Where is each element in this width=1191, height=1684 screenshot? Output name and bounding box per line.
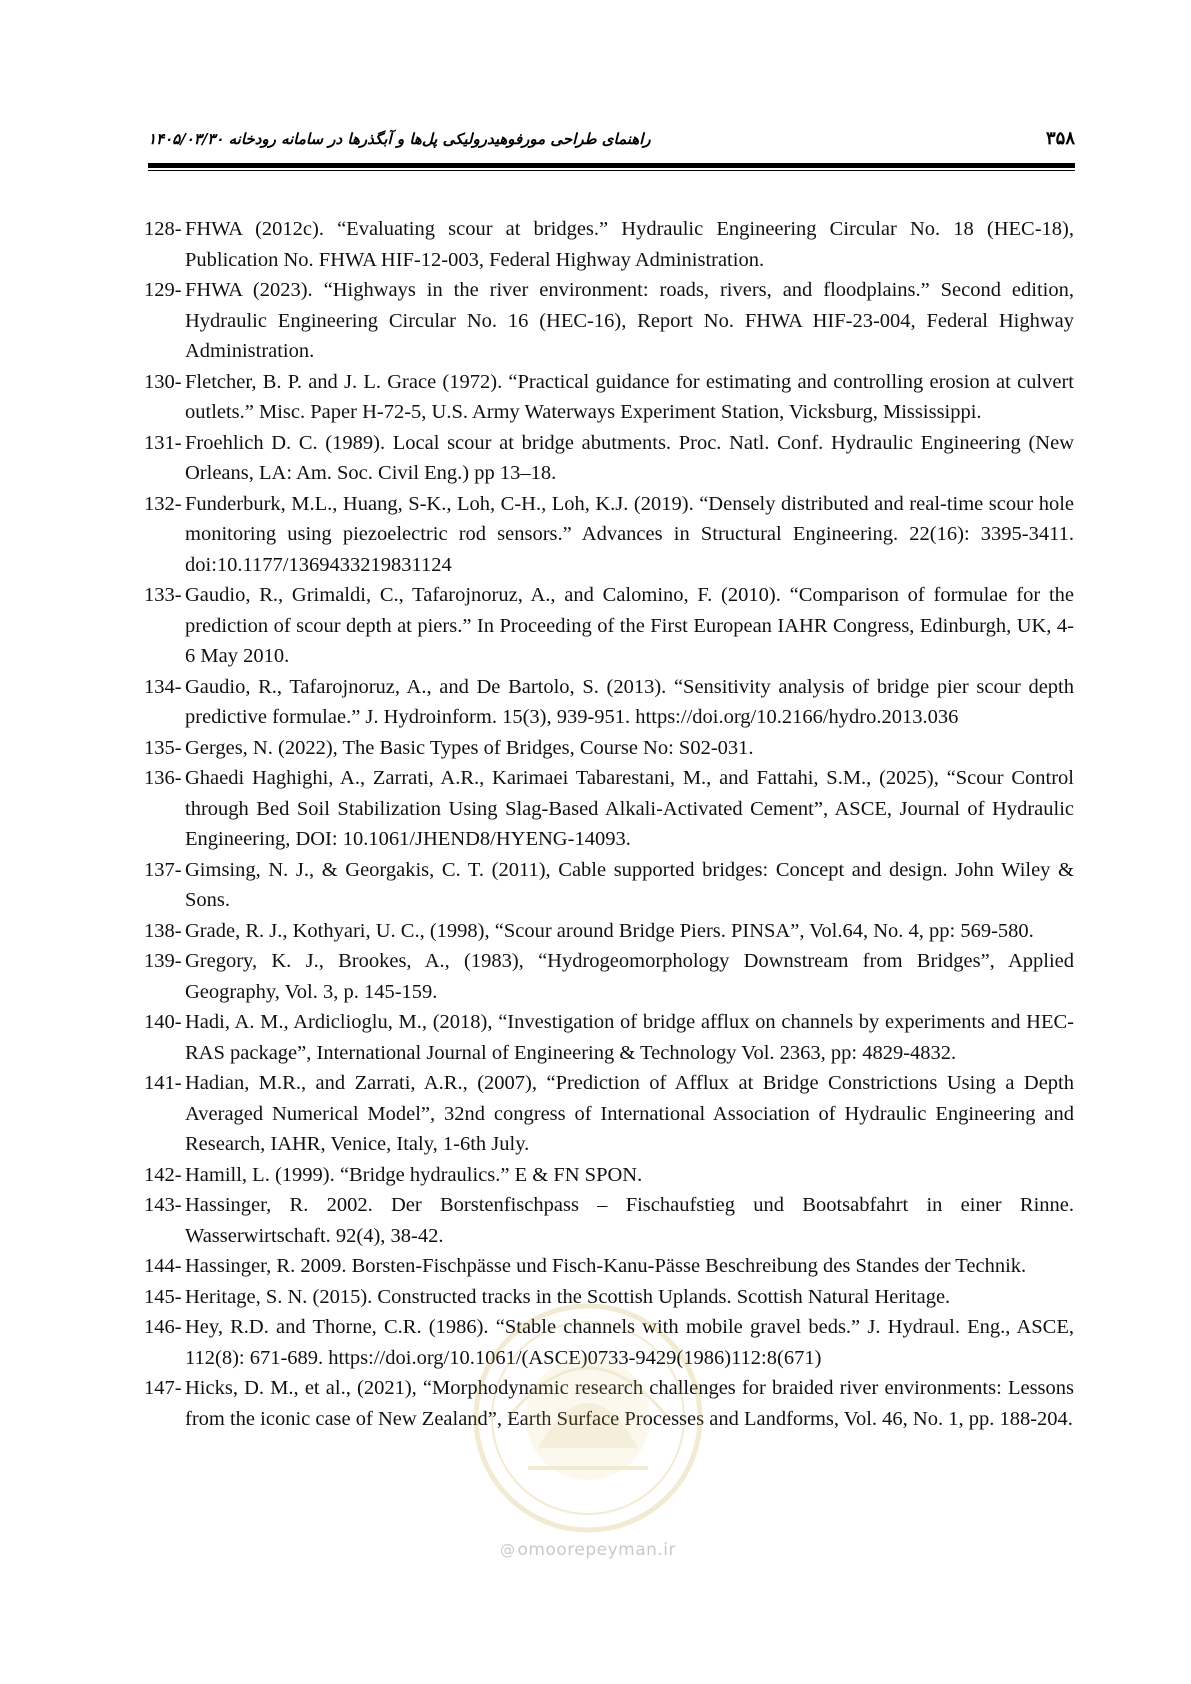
reference-text: Fletcher, B. P. and J. L. Grace (1972). “Practical guidance for estimating and controlling erosion at culvert outlets.” Misc. Paper H-72-5, U.S. Army Waterways Experiment Station, Vicksburg, Mississippi. [185, 370, 1074, 423]
reference-item [144, 1251, 1074, 1282]
reference-list [144, 214, 1074, 1434]
reference-number: 145- [144, 1285, 182, 1308]
reference-text: Funderburk, M.L., Huang, S-K., Loh, C-H., Loh, K.J. (2019). “Densely distributed and real-time scour hole monitoring using piezoelectric rod sensors.” Advances in Structural Engineering. 22(16): 3395-3411. doi:10.1177/1369433219831124 [185, 492, 1074, 576]
reference-text: Hey, R.D. and Thorne, C.R. (1986). “Stable channels with mobile gravel beds.” J. Hydraul. Eng., ASCE, 112(8): 671-689. https://doi.org/10.1061/(ASCE)0733-9429(1986)112:8(671) [185, 1316, 1074, 1369]
reference-text: Gerges, N. (2022), The Basic Types of Bridges, Course No: S02-031. [185, 736, 754, 759]
reference-item [144, 855, 1074, 916]
reference-item [144, 672, 1074, 733]
reference-number: 140- [144, 1011, 182, 1033]
reference-text: Gaudio, R., Tafarojnoruz, A., and De Bartolo, S. (2013). “Sensitivity analysis of bridge pier scour depth predictive formulae.” J. Hydroinform. 15(3), 939-951. https://doi.org/10.2166/hydro.2013.036 [185, 675, 1074, 728]
reference-item [144, 733, 1074, 764]
reference-number: 137- [144, 858, 182, 881]
reference-item [144, 1190, 1074, 1251]
reference-item [144, 946, 1074, 1007]
reference-number: 134- [144, 675, 182, 698]
reference-item [144, 580, 1074, 672]
reference-item [144, 1282, 1074, 1313]
reference-text: Heritage, S. N. (2015). Constructed tracks in the Scottish Uplands. Scottish Natural Heritage. [185, 1285, 951, 1308]
reference-number: 131- [144, 431, 182, 454]
reference-item [144, 916, 1074, 947]
reference-item [144, 1007, 1074, 1068]
reference-number: 147- [144, 1377, 182, 1399]
reference-item [144, 275, 1074, 367]
reference-number: 132- [144, 492, 182, 515]
reference-text: Gaudio, R., Grimaldi, C., Tafarojnoruz, A., and Calomino, F. (2010). “Comparison of formulae for the prediction of scour depth at piers.” In Proceeding of the First European IAHR Congress, Edinburgh, UK, 4-6 May 2010. [185, 584, 1074, 667]
reference-item [144, 1160, 1074, 1191]
reference-text: Ghaedi Haghighi, A., Zarrati, A.R., Karimaei Tabarestani, M., and Fattahi, S.M., (2025), “Scour Control through Bed Soil Stabilization Using Slag-Based Alkali-Activated Cement”, ASCE, Journal of Hydraulic Engineering, DOI: 10.1061/JHEND8/HYENG-14093. [185, 767, 1074, 850]
reference-text: Hadi, A. M., Ardiclioglu, M., (2018), “Investigation of bridge afflux on channels by experiments and HEC-RAS package”, International Journal of Engineering & Technology Vol. 2363, pp: 4829-4832. [185, 1011, 1074, 1064]
page-header [148, 128, 1075, 154]
reference-text: Gimsing, N. J., & Georgakis, C. T. (2011), Cable supported bridges: Concept and design. John Wiley & Sons. [185, 858, 1074, 911]
header-rule-thick [148, 163, 1075, 168]
reference-text: Hadian, M.R., and Zarrati, A.R., (2007), “Prediction of Afflux at Bridge Constrictions Using a Depth Averaged Numerical Model”, 32nd congress of International Association of Hydraulic Engineering and Research, IAHR, Venice, Italy, 1-6th July. [185, 1072, 1074, 1155]
reference-number: 144- [144, 1255, 182, 1277]
reference-text: Grade, R. J., Kothyari, U. C., (1998), “Scour around Bridge Piers. PINSA”, Vol.64, No. 4, pp: 569-580. [185, 919, 1034, 942]
reference-number: 143- [144, 1194, 182, 1216]
watermark-handle: @ omoorepeyman.ir [500, 1540, 677, 1560]
reference-number: 135- [144, 736, 182, 759]
reference-number: 129- [144, 279, 182, 301]
reference-number: 142- [144, 1163, 182, 1186]
page-number: ۳۵۸ [1045, 128, 1075, 149]
reference-text: FHWA (2012c). “Evaluating scour at bridges.” Hydraulic Engineering Circular No. 18 (HEC-18), Publication No. FHWA HIF-12-003, Federal Highway Administration. [185, 218, 1074, 271]
at-icon: @ [500, 1541, 516, 1559]
reference-item [144, 214, 1074, 275]
reference-number: 146- [144, 1316, 182, 1338]
reference-number: 128- [144, 218, 182, 240]
reference-item [144, 763, 1074, 855]
running-title: راهنمای طراحی مورفوهیدرولیکی پل‌ها و آبگذرها در سامانه رودخانه ۱۴۰۵/۰۳/۳۰ [148, 130, 651, 148]
reference-text: Hicks, D. M., et al., (2021), “Morphodynamic research challenges for braided river environments: Lessons from the iconic case of New Zealand”, Earth Surface Processes and Landforms, Vol. 46, No. 1, pp. 188-204. [185, 1377, 1074, 1430]
reference-item [144, 367, 1074, 428]
reference-text: Gregory, K. J., Brookes, A., (1983), “Hydrogeomorphology Downstream from Bridges”, Applied Geography, Vol. 3, p. 145-159. [185, 950, 1074, 1003]
reference-text: Hamill, L. (1999). “Bridge hydraulics.” E & FN SPON. [185, 1163, 643, 1186]
reference-item [144, 1068, 1074, 1160]
reference-item [144, 489, 1074, 581]
header-rule-thin [148, 170, 1075, 171]
reference-item [144, 1312, 1074, 1373]
reference-number: 130- [144, 370, 182, 393]
reference-text: FHWA (2023). “Highways in the river environment: roads, rivers, and floodplains.” Second edition, Hydraulic Engineering Circular No. 16 (HEC-16), Report No. FHWA HIF-23-004, Federal Highway Administration. [185, 279, 1074, 362]
reference-text: Hassinger, R. 2002. Der Borstenfischpass – Fischaufstieg und Bootsabfahrt in einer Rinne. Wasserwirtschaft. 92(4), 38-42. [185, 1194, 1074, 1247]
reference-item [144, 1373, 1074, 1434]
reference-number: 136- [144, 767, 182, 789]
reference-text: Froehlich D. C. (1989). Local scour at bridge abutments. Proc. Natl. Conf. Hydraulic Engineering (New Orleans, LA: Am. Soc. Civil Eng.) pp 13–18. [185, 431, 1074, 484]
reference-number: 133- [144, 584, 182, 606]
reference-text: Hassinger, R. 2009. Borsten-Fischpässe und Fisch-Kanu-Pässe Beschreibung des Standes der Technik. [185, 1255, 1027, 1277]
reference-number: 138- [144, 919, 182, 942]
reference-item [144, 428, 1074, 489]
reference-number: 139- [144, 950, 182, 972]
reference-number: 141- [144, 1072, 182, 1094]
